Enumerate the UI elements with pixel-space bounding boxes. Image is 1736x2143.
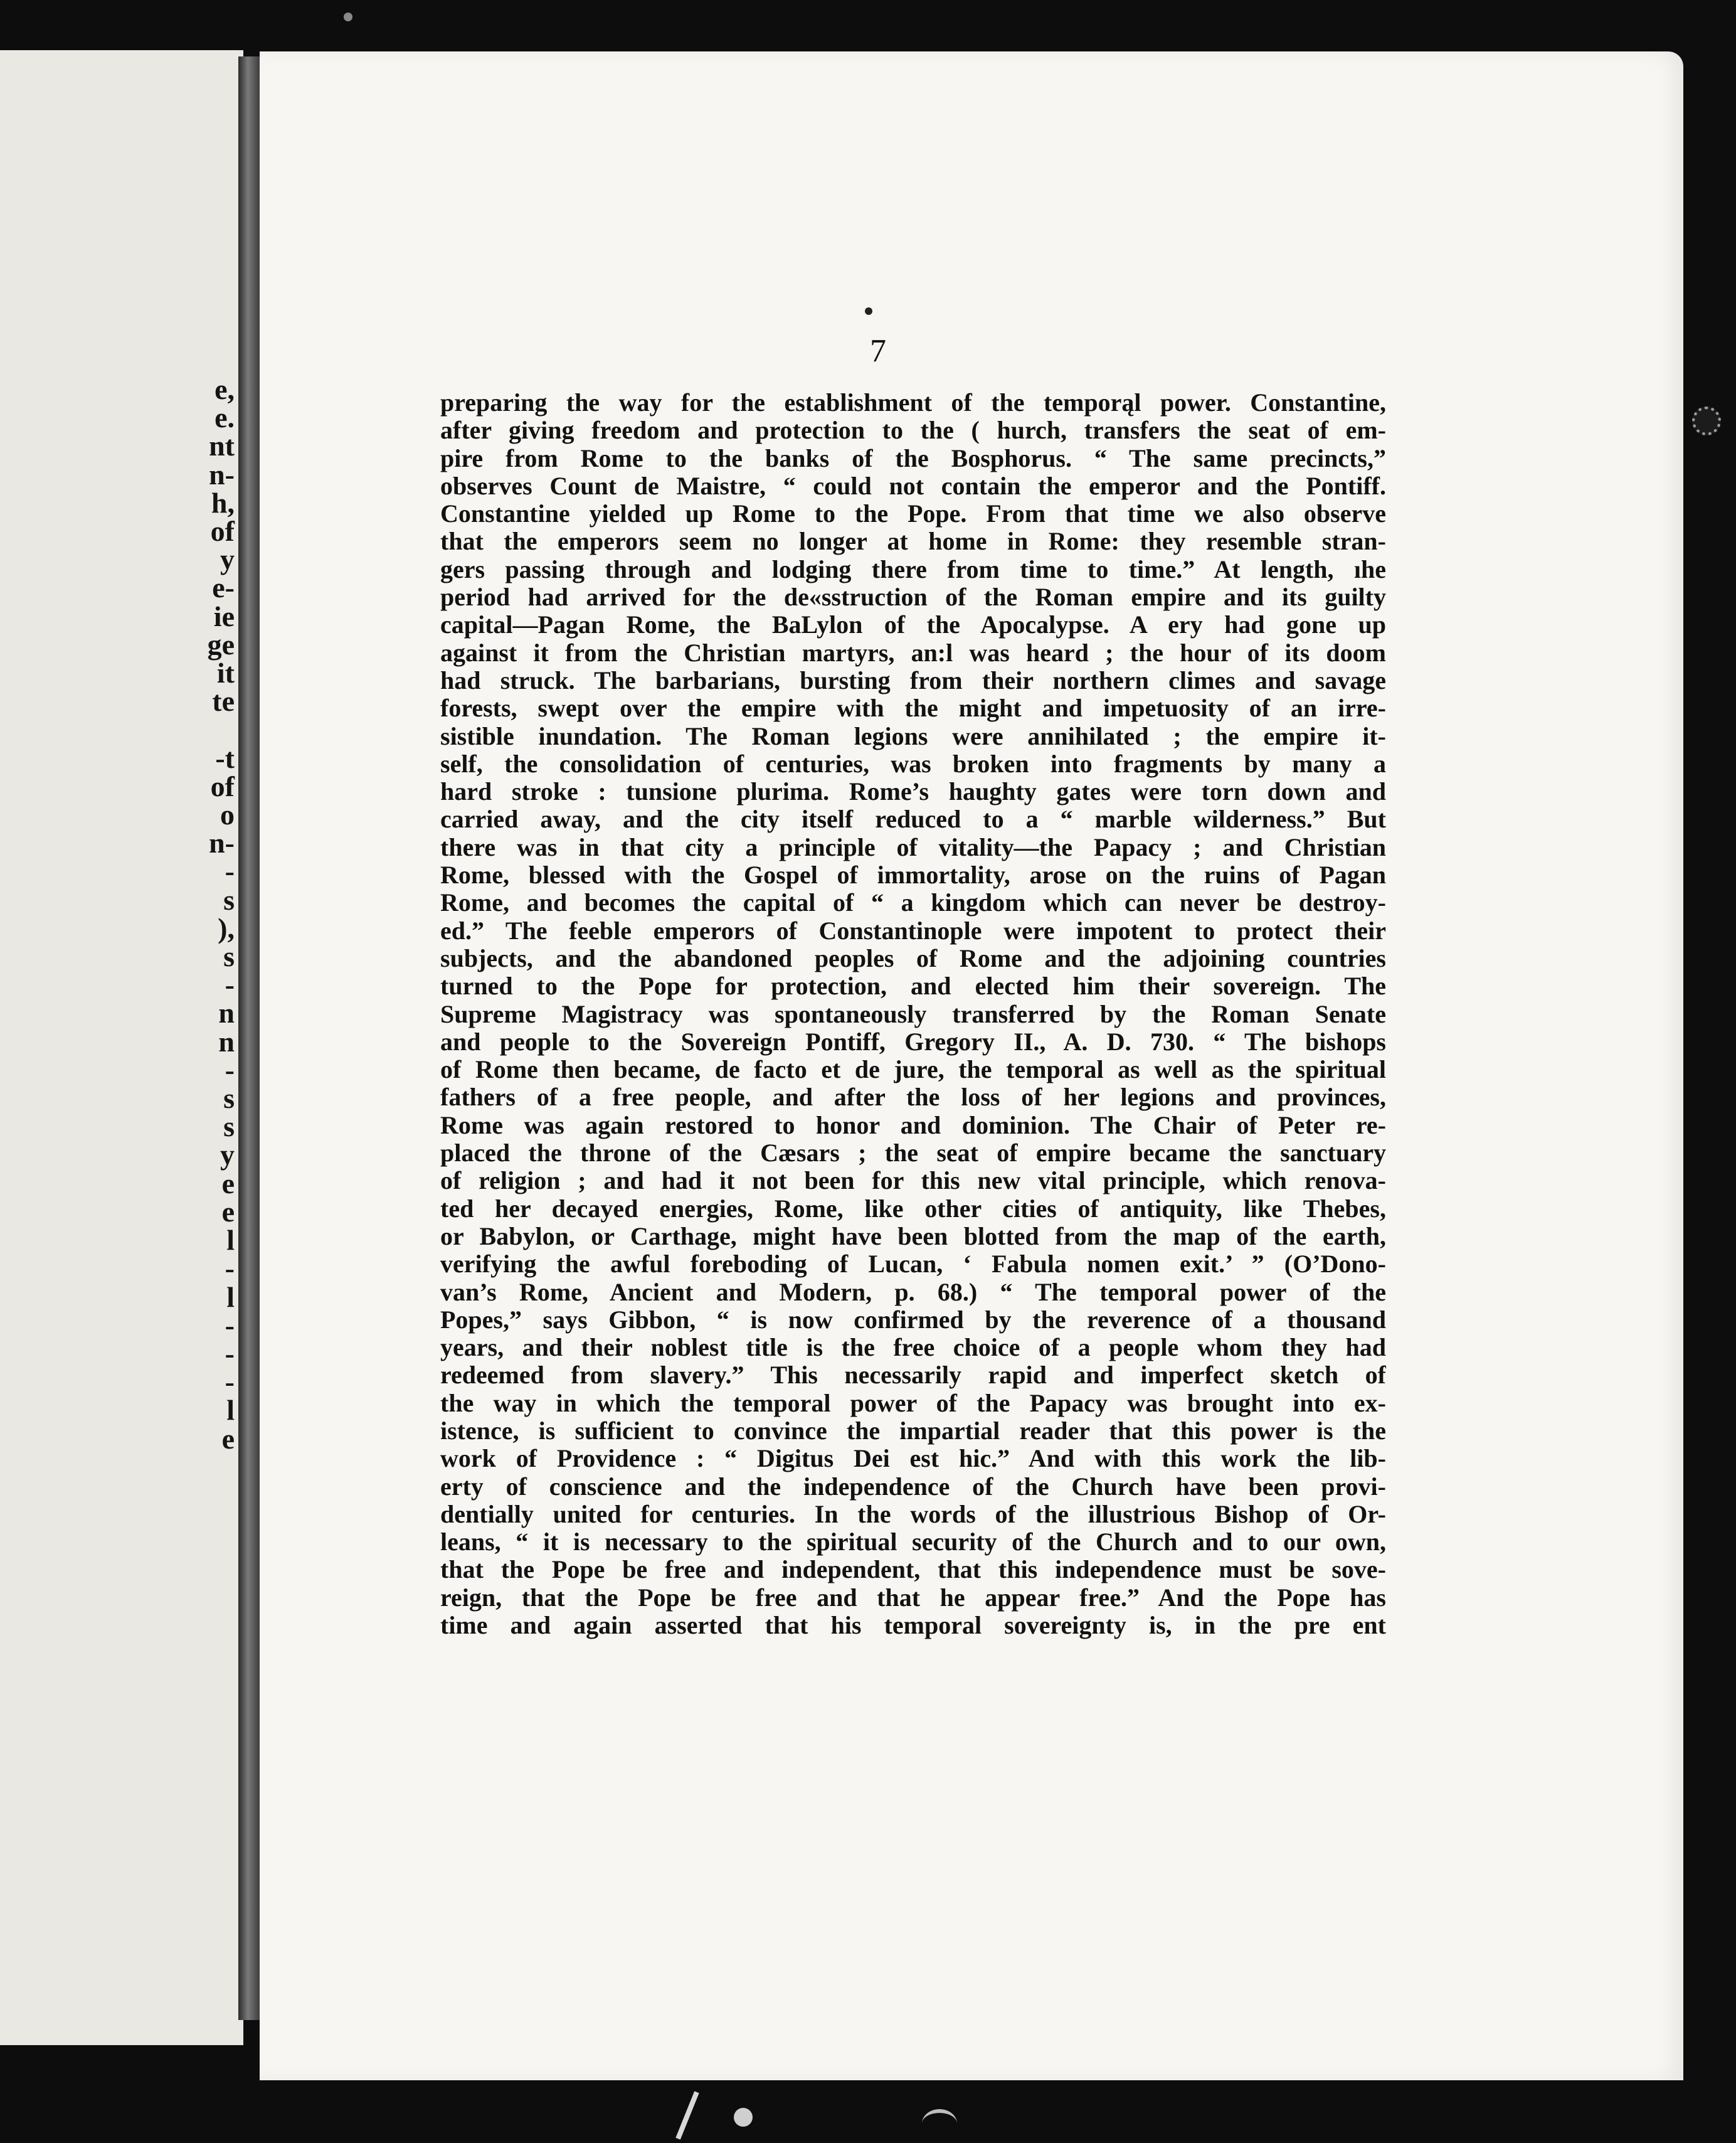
text-line: leans, “ it is necessary to the spiritual security of the Church and to our own,: [440, 1528, 1386, 1556]
text-line: observes Count de Maistre, “ could not contain the emperor and the Pontiff.: [440, 472, 1386, 500]
text-line: Rome, blessed with the Gospel of immortality, arose on the ruins of Pagan: [440, 861, 1386, 890]
text-line: that the Pope be free and independent, that this independence must be sove-: [440, 1556, 1386, 1584]
previous-page-edge: [0, 50, 243, 2045]
text-line: Constantine yielded up Rome to the Pope. From that time we also observe: [440, 500, 1386, 528]
bottom-scan-mark: [734, 2108, 753, 2127]
text-line: sistible inundation. The Roman legions were annihilated ; the empire it-: [440, 722, 1386, 750]
text-line: forests, swept over the empire with the might and impetuosity of an irre-: [440, 694, 1386, 723]
text-line: Rome was again restored to honor and dominion. The Chair of Peter re-: [440, 1111, 1386, 1139]
text-line: of religion ; and had it not been for this new vital principle, which renova-: [440, 1167, 1386, 1195]
text-line: ed.” The feeble emperors of Constantinople were impotent to protect their: [440, 917, 1386, 945]
text-line: verifying the awful foreboding of Lucan, ‘ Fabula nomen exit.’ ” (O’Dono-: [440, 1250, 1386, 1279]
text-line: period had arrived for the de«sstruction of the Roman empire and its guilty: [440, 583, 1386, 612]
text-line: dentially united for centuries. In the words of the illustrious Bishop of Or-: [440, 1500, 1386, 1528]
scan-speck: [344, 13, 352, 21]
text-line: time and again asserted that his temporal sovereignty is, in the pre ent: [440, 1612, 1386, 1640]
bottom-scan-mark: [675, 2091, 699, 2139]
text-line: preparing the way for the establishment of the temporąl power. Constantine,: [440, 389, 1386, 417]
text-line: pire from Rome to the banks of the Bosphorus. “ The same precincts,”: [440, 444, 1386, 472]
text-line: ted her decayed energies, Rome, like other cities of antiquity, like Thebes,: [440, 1194, 1386, 1223]
text-line: had struck. The barbarians, bursting from their northern climes and savage: [440, 666, 1386, 694]
text-line: istence, is sufficient to convince the impartial reader that this power is the: [440, 1417, 1386, 1445]
text-line: subjects, and the abandoned peoples of Rome and the adjoining countries: [440, 944, 1386, 972]
text-line: Supreme Magistracy was spontaneously transferred by the Roman Senate: [440, 1000, 1386, 1028]
text-line: placed the throne of the Cæsars ; the seat of empire became the sanctuary: [440, 1139, 1386, 1167]
text-line: redeemed from slavery.” This necessarily rapid and imperfect sketch of: [440, 1361, 1386, 1390]
previous-page-text-fragments: e, e. nt n- h, of y e- ie ge it te -t of o n- - s ), s - n n - s s y e e l - l - - - l e: [207, 373, 235, 1455]
text-line: fathers of a free people, and after the loss of her legions and provinces,: [440, 1083, 1386, 1112]
text-line: and people to the Sovereign Pontiff, Gregory II., A. D. 730. “ The bishops: [440, 1028, 1386, 1056]
text-line: self, the consolidation of centuries, was broken into fragments by many a: [440, 750, 1386, 778]
text-line: turned to the Pope for protection, and elected him their sovereign. The: [440, 972, 1386, 1001]
text-line: work of Providence : “ Digitus Dei est hic.” And with this work the lib-: [440, 1445, 1386, 1473]
text-line: of Rome then became, de facto et de jure, the temporal as well as the spiritual: [440, 1056, 1386, 1084]
text-line: years, and their noblest title is the free choice of a people whom they had: [440, 1334, 1386, 1362]
text-line: Rome, and becomes the capital of “ a kingdom which can never be destroy-: [440, 889, 1386, 917]
edge-seal-mark: [1692, 407, 1721, 435]
text-line: Popes,” says Gibbon, “ is now confirmed by the reverence of a thousand: [440, 1305, 1386, 1334]
text-line: hard stroke : tunsione plurima. Rome’s haughty gates were torn down and: [440, 778, 1386, 806]
text-line: against it from the Christian martyrs, an:l was heard ; the hour of its doom: [440, 639, 1386, 667]
text-line: after giving freedom and protection to the ( hurch, transfers the seat of em-: [440, 417, 1386, 445]
text-line: gers passing through and lodging there from time to time.” At length, ıhe: [440, 555, 1386, 583]
text-line: reign, that the Pope be free and that he appear free.” And the Pope has: [440, 1583, 1386, 1612]
page-number: 7: [870, 333, 886, 369]
text-line: there was in that city a principle of vitality—the Papacy ; and Christian: [440, 833, 1386, 861]
text-line: erty of conscience and the independence of the Church have been provi-: [440, 1472, 1386, 1501]
text-line: the way in which the temporal power of the Papacy was brought into ex-: [440, 1389, 1386, 1417]
page-mark-dot: [865, 307, 872, 315]
text-line: van’s Rome, Ancient and Modern, p. 68.) “ The temporal power of the: [440, 1278, 1386, 1306]
text-line: or Babylon, or Carthage, might have been blotted from the map of the earth,: [440, 1222, 1386, 1250]
book-gutter: [238, 56, 260, 2020]
page-body-text: [440, 389, 1386, 1639]
bottom-scan-mark: [922, 2109, 957, 2138]
text-line: carried away, and the city itself reduced to a “ marble wilderness.” But: [440, 806, 1386, 834]
text-line: capital—Pagan Rome, the BaLylon of the Apocalypse. A ery had gone up: [440, 611, 1386, 639]
text-line: that the emperors seem no longer at home in Rome: they resemble stran-: [440, 528, 1386, 556]
